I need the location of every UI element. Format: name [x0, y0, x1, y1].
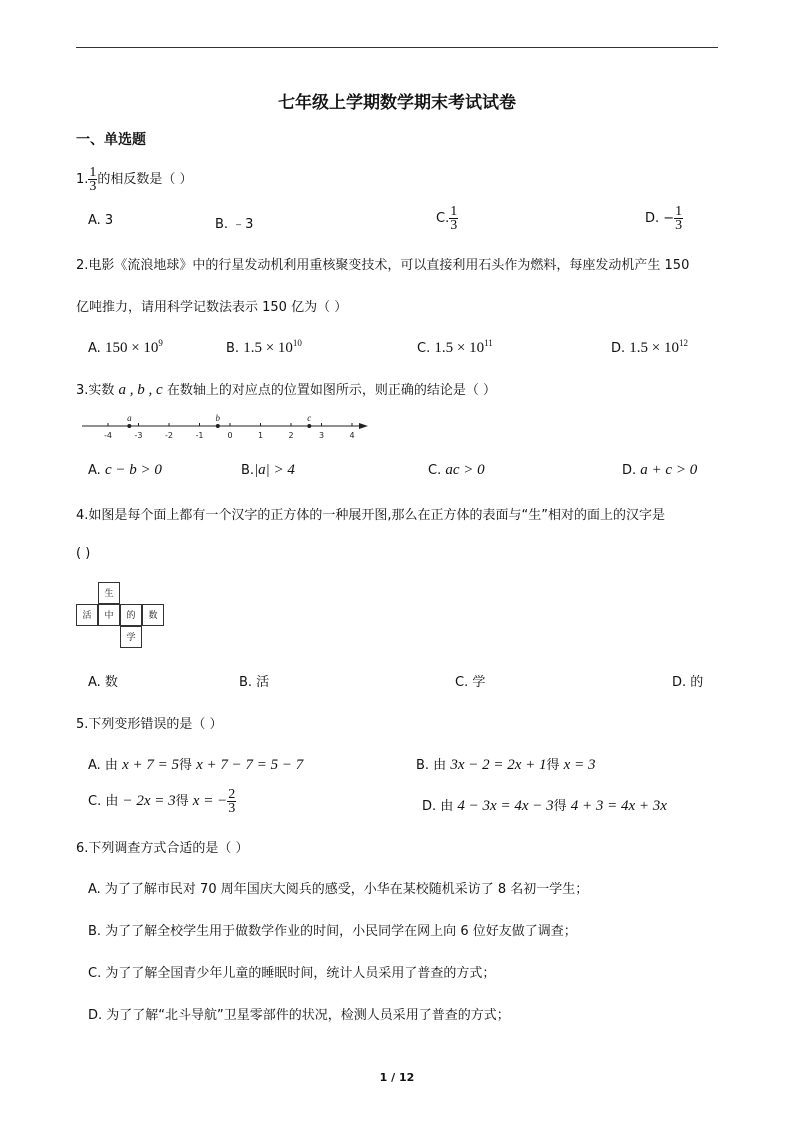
- point-c: [307, 424, 311, 428]
- header-rule: [76, 47, 718, 48]
- q1-option-b[interactable]: B. ﹣3: [215, 217, 254, 232]
- fraction: $\frac{1}{3}$: [89, 165, 97, 194]
- page-number: 1 / 12: [379, 1071, 415, 1084]
- q6-option-c[interactable]: C. 为了了解全国青少年儿童的睡眠时间，统计人员采用了普查的方式；: [88, 966, 496, 981]
- q4-option-a[interactable]: A. 数: [88, 675, 118, 690]
- tick-label: 3: [318, 431, 325, 440]
- q5-option-a[interactable]: A. 由 x + 7 = 5得 x + 7 − 7 = 5 − 7: [88, 757, 304, 773]
- axis-arrow-icon: [359, 423, 368, 429]
- q4-option-b[interactable]: B. 活: [239, 675, 270, 690]
- cube-net: [76, 582, 168, 650]
- tick-label: -4: [104, 431, 112, 440]
- question-2-line-2: 亿吨推力，请用科学记数法表示 150 亿为（ ）: [76, 300, 348, 315]
- tick-label: -2: [165, 431, 173, 440]
- q3-option-b[interactable]: B.|a| > 4: [241, 462, 295, 478]
- q1-option-d[interactable]: D. − $\frac{1}{3}$: [645, 204, 683, 233]
- question-5: 5.下列变形错误的是（ ）: [76, 717, 223, 732]
- q6-option-d[interactable]: D. 为了了解“北斗导航”卫星零部件的状况，检测人员采用了普查的方式；: [88, 1008, 510, 1023]
- q1-option-c[interactable]: C. $\frac{1}{3}$: [436, 204, 458, 233]
- number-line-figure: [76, 408, 376, 444]
- q3-option-a[interactable]: A. c − b > 0: [88, 462, 162, 478]
- q4-option-d[interactable]: D. 的: [672, 675, 704, 690]
- point-label-b: b: [215, 413, 221, 423]
- tick-label: -1: [195, 431, 204, 440]
- point-label-c: c: [307, 413, 312, 423]
- q6-option-b[interactable]: B. 为了了解全校学生用于做数学作业的时间，小民同学在网上向 6 位好友做了调查；: [88, 924, 577, 939]
- question-number: 1.: [76, 172, 89, 187]
- q2-option-b[interactable]: B. $1.5 \times 10^{10}$: [226, 338, 302, 356]
- q6-option-a[interactable]: A. 为了了解市民对 70 周年国庆大阅兵的感受，小华在某校随机采访了 8 名初一学生；: [88, 882, 589, 897]
- q2-option-c[interactable]: C. $1.5 \times 10^{11}$: [417, 338, 493, 356]
- q4-option-c[interactable]: C. 学: [455, 675, 486, 690]
- q1-option-a[interactable]: A. 3: [88, 213, 114, 228]
- question-2-line-1: 2.电影《流浪地球》中的行星发动机利用重核聚变技术，可以直接利用石头作为燃料，每座发动机产生 150: [76, 258, 690, 273]
- question-6: 6.下列调查方式合适的是（ ）: [76, 841, 249, 856]
- page-title: 七年级上学期数学期末考试试卷: [278, 93, 516, 113]
- tick-label: 4: [349, 431, 355, 440]
- question-text: 的相反数是（ ）: [97, 172, 193, 187]
- tick-label: 2: [288, 431, 294, 440]
- section-heading: 一、单选题: [76, 132, 146, 148]
- q3-option-c[interactable]: C. ac > 0: [428, 462, 485, 478]
- q2-option-a[interactable]: A. $150 \times 10^9$: [88, 338, 163, 356]
- variables: a , b , c: [118, 382, 163, 398]
- question-1: [76, 166, 193, 193]
- q5-option-b[interactable]: B. 由 3x − 2 = 2x + 1得 x = 3: [416, 757, 596, 773]
- net-face-3: 的: [120, 604, 142, 626]
- question-4-line-1: 4.如图是每个面上都有一个汉字的正方体的一种展开图,那么在正方体的表面与“生”相对的面上的汉字是: [76, 508, 666, 523]
- net-face-top: 生: [98, 582, 120, 604]
- question-4-line-2: ( ): [76, 546, 91, 561]
- q5-option-d[interactable]: D. 由 4 − 3x = 4x − 3得 4 + 3 = 4x + 3x: [422, 798, 667, 814]
- net-face-1: 活: [76, 604, 98, 626]
- tick-label: -3: [134, 431, 143, 440]
- point-b: [216, 424, 220, 428]
- q5-option-c[interactable]: C. 由 − 2x = 3得 x = − $\frac{2}{3}$: [88, 787, 236, 816]
- q3-option-d[interactable]: D. a + c > 0: [622, 462, 698, 478]
- net-face-4: 数: [142, 604, 164, 626]
- tick-label: 1: [257, 431, 264, 440]
- q2-option-d[interactable]: D. $1.5 \times 10^{12}$: [611, 338, 689, 356]
- tick-label: 0: [227, 431, 233, 440]
- question-3: 3.实数 a , b , c 在数轴上的对应点的位置如图所示，则正确的结论是（ ）: [76, 382, 496, 398]
- net-face-bottom: 学: [120, 626, 142, 648]
- point-label-a: a: [127, 413, 132, 423]
- point-a: [127, 424, 131, 428]
- net-face-2: 中: [98, 604, 120, 626]
